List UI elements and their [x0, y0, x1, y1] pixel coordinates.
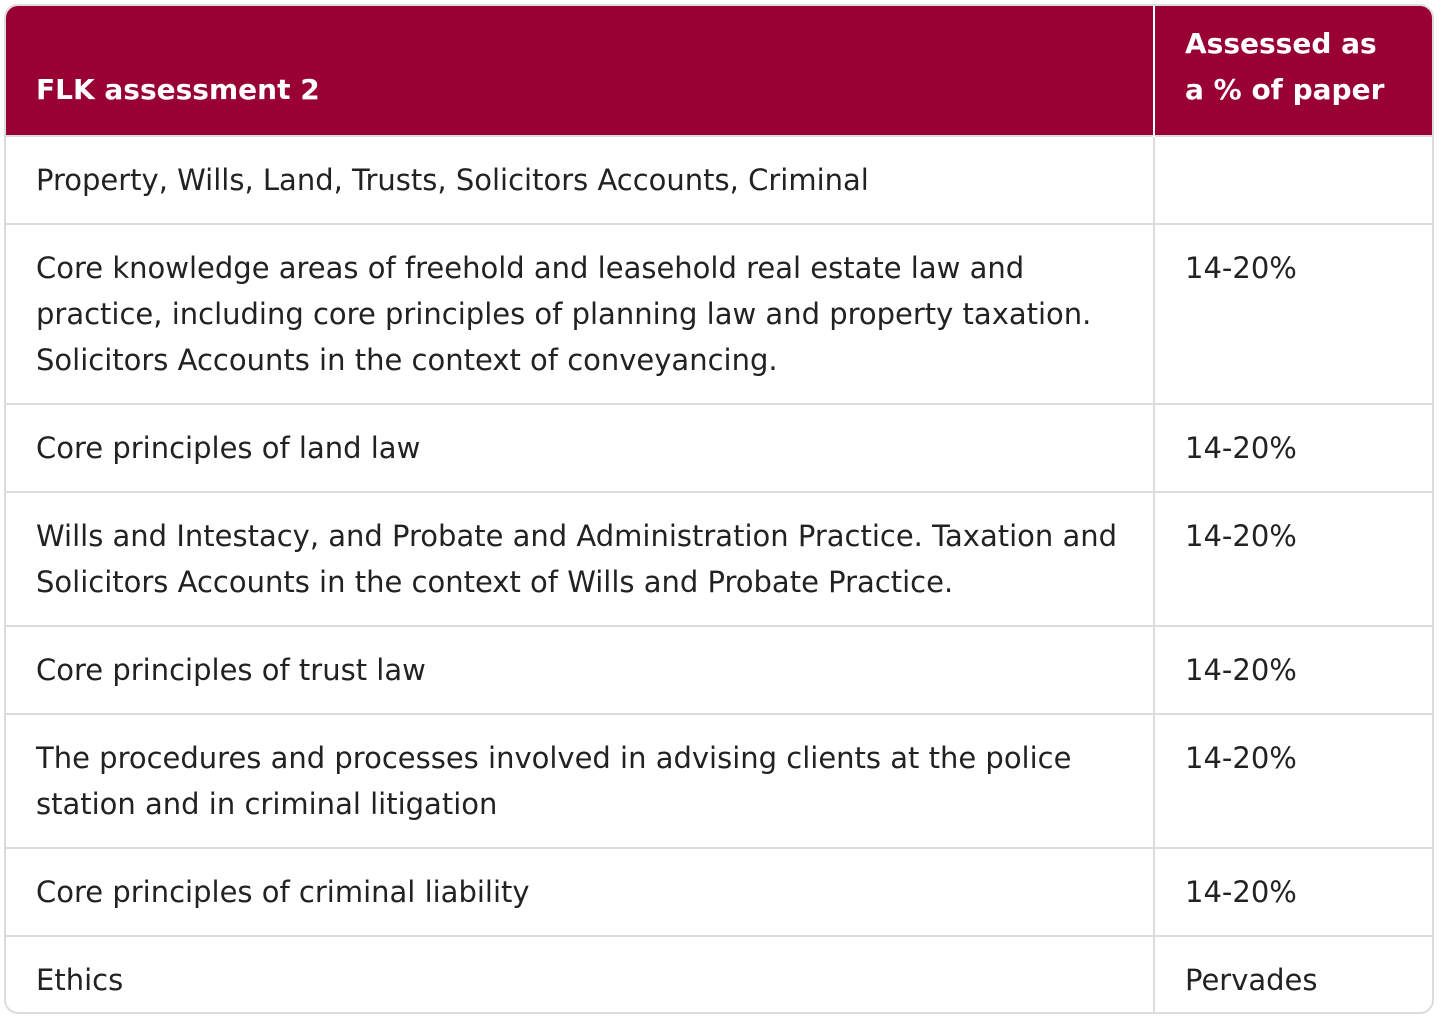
row-percent: 14-20% [1154, 492, 1432, 626]
row-percent: Pervades [1154, 936, 1432, 1014]
assessment-table-container [4, 4, 1434, 1014]
table-row [6, 626, 1432, 714]
table-row [6, 848, 1432, 936]
table-row [6, 136, 1432, 224]
header-assessment: FLK assessment 2 [6, 6, 1154, 136]
row-subject: The procedures and processes involved in advising clients at the police station and in criminal litigation [6, 714, 1154, 848]
row-percent: 14-20% [1154, 848, 1432, 936]
row-percent: 14-20% [1154, 626, 1432, 714]
row-percent [1154, 136, 1432, 224]
row-subject: Property, Wills, Land, Trusts, Solicitors Accounts, Criminal [6, 136, 1154, 224]
table-row [6, 224, 1432, 404]
row-subject: Wills and Intestacy, and Probate and Administration Practice. Taxation and Solicitors Accounts in the context of Wills and Probate Practice. [6, 492, 1154, 626]
table-row [6, 404, 1432, 492]
header-row [6, 6, 1432, 136]
row-subject: Ethics [6, 936, 1154, 1014]
row-percent: 14-20% [1154, 714, 1432, 848]
table-row [6, 936, 1432, 1014]
table-header [6, 6, 1432, 136]
row-subject: Core knowledge areas of freehold and leasehold real estate law and practice, including core principles of planning law and property taxation. Solicitors Accounts in the context of conveyancing. [6, 224, 1154, 404]
table-body [6, 136, 1432, 1014]
table-row [6, 714, 1432, 848]
table-row [6, 492, 1432, 626]
row-percent: 14-20% [1154, 224, 1432, 404]
row-subject: Core principles of trust law [6, 626, 1154, 714]
assessment-table [6, 6, 1432, 1014]
row-percent: 14-20% [1154, 404, 1432, 492]
row-subject: Core principles of land law [6, 404, 1154, 492]
row-subject: Core principles of criminal liability [6, 848, 1154, 936]
header-percent: Assessed as a % of paper [1154, 6, 1432, 136]
